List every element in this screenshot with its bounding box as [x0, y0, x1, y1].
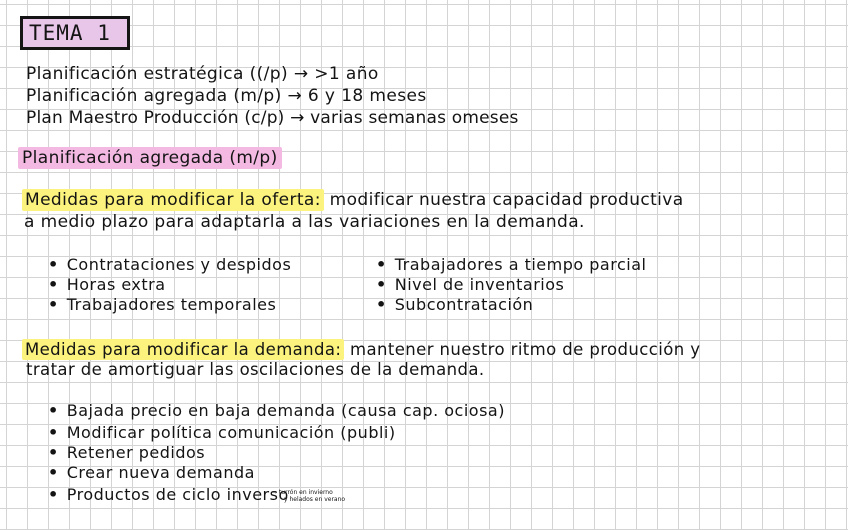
demand-item: Modificar política comunicación (publi): [66, 423, 396, 442]
supply-right-item: Trabajadores a tiempo parcial: [394, 255, 647, 274]
demand-item: Bajada precio en baja demanda (causa cap. ociosa): [66, 401, 505, 420]
list-item: • Subcontratación: [376, 295, 534, 314]
section-heading: [18, 150, 282, 167]
list-item: • Trabajadores temporales: [48, 295, 277, 314]
level-aggregate: Planificación agregada (m/p) → 6 y 18 meses: [26, 86, 427, 106]
supply-highlight: Medidas para modificar la oferta:: [22, 189, 324, 211]
page-title: TEMA 1: [29, 21, 111, 45]
demand-item: Retener pedidos: [66, 443, 206, 462]
list-item: • Crear nueva demanda: [48, 463, 255, 482]
supply-right-item: Subcontratación: [394, 295, 534, 314]
supply-text-1: modificar nuestra capacidad productiva: [329, 190, 684, 210]
supply-line-1: [22, 192, 684, 209]
section-heading-text: Planificación agregada (m/p): [18, 147, 282, 169]
supply-text-2: a medio plazo para adaptarla a las variaciones en la demanda.: [24, 212, 585, 232]
title-box: [20, 16, 130, 50]
level-master: Plan Maestro Producción (c/p) → varias semanas omeses: [26, 108, 519, 128]
supply-left-item: Trabajadores temporales: [66, 295, 277, 314]
list-item: • Retener pedidos: [48, 443, 206, 462]
demand-text-1: mantener nuestro ritmo de producción y: [350, 340, 701, 359]
list-item: • Modificar política comunicación (publi): [48, 423, 396, 442]
supply-left-item: Contrataciones y despidos: [66, 255, 292, 274]
list-item: • Productos de ciclo inverso: [48, 485, 289, 504]
demand-text-2: tratar de amortiguar las oscilaciones de la demanda.: [26, 360, 485, 379]
demand-line-1: [22, 342, 700, 359]
list-item: • Horas extra: [48, 275, 166, 294]
demand-highlight: Medidas para modificar la demanda:: [22, 339, 344, 360]
supply-left-item: Horas extra: [66, 275, 166, 294]
side-note-line-1: → turrón en invierno: [272, 489, 333, 496]
demand-item: Crear nueva demanda: [66, 463, 255, 482]
list-item: • Contrataciones y despidos: [48, 255, 292, 274]
list-item: • Trabajadores a tiempo parcial: [376, 255, 647, 274]
level-strategic: Planificación estratégica ((/p) → >1 año: [26, 64, 379, 84]
demand-item: Productos de ciclo inverso: [66, 485, 289, 504]
side-note-line-2: y helados en verano: [284, 496, 346, 503]
supply-right-item: Nivel de inventarios: [394, 275, 565, 294]
list-item: • Nivel de inventarios: [376, 275, 565, 294]
list-item: • Bajada precio en baja demanda (causa cap. ociosa): [48, 401, 505, 420]
